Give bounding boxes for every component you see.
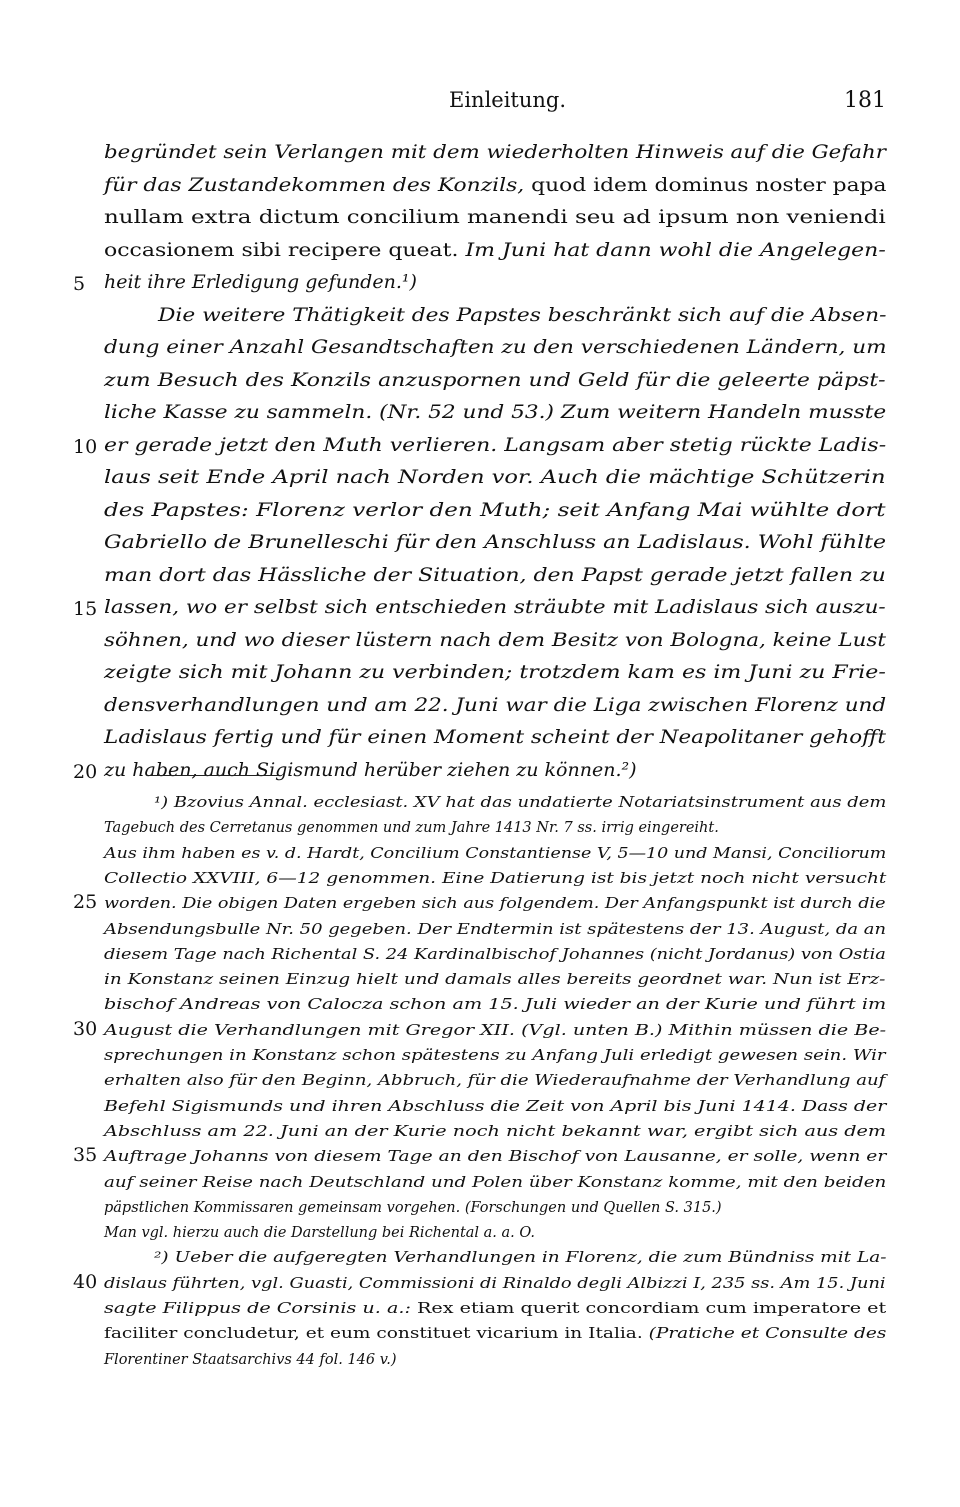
- latin-quotation: nullam extra dictum concilium manendi seu ad ipsum non veniendi: [104, 206, 886, 228]
- line-text: Ladislaus fertig und für einen Moment scheint der Neapolitaner gehofft: [104, 726, 886, 748]
- line-text: densverhandlungen und am 22. Juni war die Liga zwischen Florenz und: [104, 693, 887, 716]
- footnote_lines-line: [104, 944, 886, 966]
- line-number: 35: [73, 1144, 98, 1167]
- line-text: ¹) Bzovius Annal. ecclesiast. XV hat das undatierte Notariatsinstrument aus dem: [154, 795, 887, 811]
- line-text: Collectio XXVIII, 6—12 genommen. Eine Datierung ist bis jetzt noch nicht versucht: [104, 870, 887, 887]
- latin-quotation: faciliter concludetur, et eum constituet vicarium in Italia.: [104, 1326, 643, 1343]
- line-text: sprechungen in Konstanz schon spätestens zu Anfang Juli erledigt gewesen sein. Wir: [104, 1048, 886, 1064]
- footnote_lines-line: [154, 792, 936, 814]
- body_lines-line: [104, 333, 886, 361]
- running-title: Einleitung.: [449, 88, 567, 112]
- footnote_lines-line: [104, 1197, 886, 1219]
- footnote_lines-line: [104, 1070, 886, 1092]
- footnote_lines-line: [104, 843, 886, 865]
- line-number: 25: [73, 891, 98, 914]
- body_lines-line: [104, 138, 886, 166]
- footnote_lines-line: [104, 1096, 886, 1118]
- line-text: Abschluss am 22. Juni an der Kurie noch nicht bekannt war, ergibt sich aus dem: [104, 1123, 887, 1140]
- line-text: bischof Andreas von Calocza schon am 15. Juli wieder an der Kurie und führt im: [104, 997, 887, 1014]
- line-text: Gabriello de Brunelleschi für den Anschluss an Ladislaus. Wohl fühlte: [104, 531, 887, 553]
- body_lines-line: [104, 626, 886, 654]
- page-number: 181: [844, 88, 886, 113]
- footnote_lines-line: [104, 919, 886, 941]
- footnote_lines-line: [104, 1146, 886, 1168]
- line-text: Man vgl. hierzu auch die Darstellung bei Richental a. a. O.: [104, 1225, 536, 1242]
- footnote_lines-line: [104, 893, 886, 915]
- footnote_lines-line: [104, 1121, 886, 1143]
- line-text: Aus ihm haben es v. d. Hardt, Concilium Constantiense V, 5—10 und Mansi, Conciliorum: [104, 845, 887, 862]
- body_lines-line: [104, 496, 886, 524]
- body_lines-line: [104, 398, 886, 426]
- footnote_lines-line: [104, 1298, 886, 1320]
- body_lines-line: [104, 366, 886, 394]
- body_lines-line: [104, 236, 886, 264]
- footnote_lines-line: [104, 969, 886, 991]
- footnote_lines-line: [154, 1247, 936, 1269]
- footnote_lines-line: [104, 994, 886, 1016]
- line-text: August die Verhandlungen mit Gregor XII. (Vgl. unten B.) Mithin müssen die Be-: [104, 1022, 887, 1039]
- line-number: 20: [73, 760, 98, 783]
- footnote_lines-line: [104, 1349, 886, 1371]
- footnote_lines-line: [104, 1222, 886, 1244]
- line-text: laus seit Ende April nach Norden vor. Auch die mächtige Schützerin: [104, 466, 886, 488]
- line-number: 30: [73, 1017, 98, 1040]
- line-text: ²) Ueber die aufgeregten Verhandlungen in Florenz, die zum Bündniss mit La-: [154, 1250, 887, 1267]
- body_lines-line: [104, 691, 886, 719]
- body_lines-line: [104, 756, 886, 784]
- line-text: Auftrage Johanns von diesem Tage an den Bischof von Lausanne, er solle, wenn er: [104, 1149, 887, 1166]
- line-text: sagte Filippus de Corsinis u. a.:: [104, 1301, 411, 1317]
- line-number: 15: [73, 598, 98, 620]
- footnote_lines-line: [104, 1045, 886, 1067]
- body_lines-line: [104, 561, 886, 589]
- line-text: Im Juni hat dann wohl die Angelegen-: [458, 238, 886, 261]
- line-text: für das Zustandekommen des Konzils,: [104, 173, 525, 196]
- footnote_lines-line: [104, 817, 886, 839]
- latin-quotation: Rex etiam querit concordiam cum imperatore et: [410, 1301, 887, 1317]
- line-text: liche Kasse zu sammeln. (Nr. 52 und 53.) Zum weitern Handeln musste: [104, 401, 887, 423]
- line-text: Befehl Sigismunds und ihren Abschluss die Zeit von April bis Juni 1414. Dass der: [104, 1098, 887, 1115]
- body_lines-line: [104, 268, 886, 296]
- footnote_lines-line: [104, 1172, 886, 1194]
- page-header: [0, 88, 960, 118]
- footnote_lines-line: [104, 1273, 886, 1295]
- footnote_lines-line: [104, 1020, 886, 1042]
- line-text: des Papstes: Florenz verlor den Muth; seit Anfang Mai wühlte dort: [104, 498, 886, 521]
- line-text: zeigte sich mit Johann zu verbinden; trotzdem kam es im Juni zu Frie-: [104, 661, 886, 683]
- line-text: söhnen, und wo dieser lüstern nach dem Besitz von Bologna, keine Lust: [104, 628, 886, 651]
- footnote_lines-line: [104, 1323, 886, 1345]
- line-text: zum Besuch des Konzils anzuspornen und Geld für die geleerte päpst-: [104, 368, 886, 391]
- line-text: in Konstanz seinen Einzug hielt und damals alles bereits geordnet war. Nun ist Erz-: [104, 972, 886, 989]
- body_lines-line: [104, 203, 886, 231]
- footnote-rule: [147, 775, 279, 776]
- latin-quotation: quod idem dominus noster papa: [524, 173, 887, 196]
- body_lines-line: [104, 171, 886, 199]
- line-text: worden. Die obigen Daten ergeben sich aus folgendem. Der Anfangspunkt ist durch die: [104, 896, 886, 913]
- line-text: Die weitere Thätigkeit des Papstes beschränkt sich auf die Absen-: [158, 303, 887, 326]
- line-text: diesem Tage nach Richental S. 24 Kardinalbischof Johannes (nicht Jordanus) von Ostia: [104, 946, 886, 963]
- body_lines-line: [104, 463, 886, 491]
- line-text: auf seiner Reise nach Deutschland und Polen über Konstanz komme, mit den beiden: [104, 1174, 887, 1191]
- latin-quotation: occasionem sibi recipere queat.: [104, 238, 459, 261]
- line-number: 40: [73, 1270, 98, 1293]
- line-text: lassen, wo er selbst sich entschieden sträubte mit Ladislaus sich auszu-: [104, 596, 886, 618]
- line-number: 5: [73, 273, 86, 295]
- line-text: man dort das Hässliche der Situation, den Papst gerade jetzt fallen zu: [104, 563, 886, 586]
- body_lines-line: [104, 723, 886, 751]
- line-text: zu haben, auch Sigismund herüber ziehen zu können.²): [104, 758, 637, 781]
- line-text: Absendungsbulle Nr. 50 gegeben. Der Endtermin ist spätestens der 13. August, da an: [104, 921, 886, 938]
- line-text: päpstlichen Kommissaren gemeinsam vorgehen. (Forschungen und Quellen S. 315.): [104, 1199, 722, 1216]
- body_lines-line: [104, 528, 886, 556]
- line-text: er gerade jetzt den Muth verlieren. Langsam aber stetig rückte Ladis-: [104, 433, 887, 456]
- line-number: 10: [73, 435, 98, 458]
- footnote_lines-line: [104, 868, 886, 890]
- line-text: heit ihre Erledigung gefunden.¹): [104, 271, 417, 293]
- line-text: dung einer Anzahl Gesandtschaften zu den verschiedenen Ländern, um: [104, 336, 887, 358]
- body_lines-line: [104, 431, 886, 459]
- line-text: begründet sein Verlangen mit dem wiederholten Hinweis auf die Gefahr: [104, 141, 886, 163]
- line-text: erhalten also für den Beginn, Abbruch, für die Wiederaufnahme der Verhandlung auf: [104, 1073, 886, 1090]
- line-text: (Pratiche et Consulte des: [642, 1326, 887, 1343]
- body_lines-line: [104, 658, 886, 686]
- body_lines-line: [104, 593, 886, 621]
- line-text: Tagebuch des Cerretanus genommen und zum Jahre 1413 Nr. 7 ss. irrig eingereiht.: [104, 820, 719, 837]
- line-text: Florentiner Staatsarchivs 44 fol. 146 v.): [104, 1351, 397, 1368]
- line-text: dislaus führten, vgl. Guasti, Commissioni di Rinaldo degli Albizzi I, 235 ss. Am 15. Juni: [104, 1275, 886, 1292]
- body_lines-line: [158, 301, 940, 329]
